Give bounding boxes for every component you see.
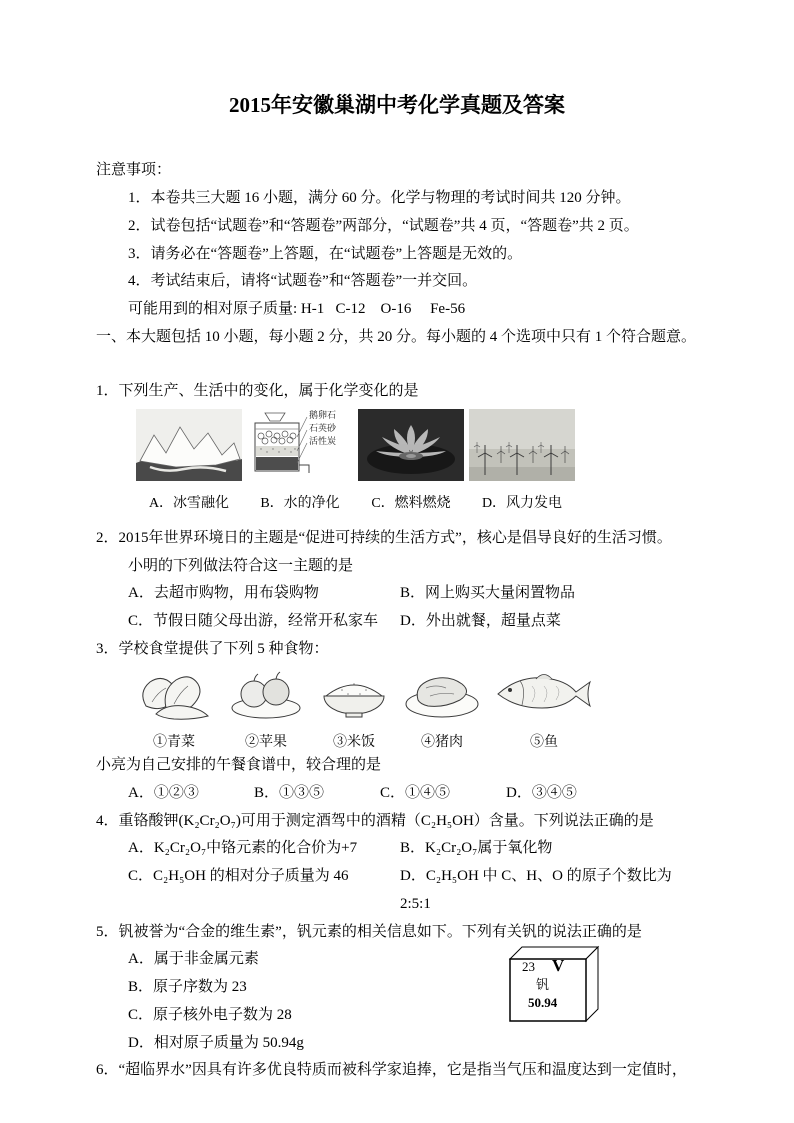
notice-item-4: 4．考试结束后，请将“试题卷”和“答题卷”一并交回。: [128, 273, 478, 290]
q3-stem-line-2: 小亮为自己安排的午餐食谱中，较合理的是: [96, 757, 382, 774]
question-4: [96, 808, 698, 919]
q3-label-apple: ②苹果: [245, 735, 287, 751]
q2-option-b: B．网上购买大量闲置物品: [400, 585, 576, 602]
q3-option-d: D．③④⑤: [506, 784, 577, 801]
atomic-mass-line: 可能用到的相对原子质量: H-1 C-12 O-16 Fe-56: [128, 301, 466, 318]
element-name: 钒: [536, 976, 550, 992]
notice-item-1: 1．本卷共三大题 16 小题，满分 60 分。化学与物理的考试时间共 120 分钟。: [128, 190, 631, 207]
q4-stem: 4．重铬酸钾(K₂Cr₂O₇)可用于测定酒驾中的酒精（C₂H₅OH）含量。下列说法正确的是: [96, 812, 654, 829]
q1-caption-b: B．水的净化: [260, 496, 340, 512]
q1-figure-a: [136, 409, 242, 513]
q5-stem: 5．钒被誉为“合金的维生素”，钒元素的相关信息如下。下列有关钒的说法正确的是: [96, 923, 642, 940]
q5-option-b: B．原子序数为 23: [128, 979, 247, 996]
q4-option-d: D．C₂H₅OH 中 C、H、O 的原子个数比为 2:5:1: [400, 868, 672, 912]
q1-caption-c: C．燃料燃烧: [371, 496, 451, 512]
q5-option-c: C．原子核外电子数为 28: [128, 1006, 292, 1023]
question-6: [96, 1057, 698, 1085]
q6-stem: 6．“超临界水”因具有许多优良特质而被科学家追捧，它是指当气压和温度达到一定值时，: [96, 1062, 687, 1079]
q1-stem: 1．下列生产、生活中的变化，属于化学变化的是: [96, 382, 419, 399]
q3-figure-vegetable: [132, 666, 216, 753]
notice-item-2: 2．试卷包括“试题卷”和“答题卷”两部分，“试题卷”共 4 页，“答题卷”共 2 页。: [128, 217, 639, 234]
filter-label-activated-carbon: 活性炭: [309, 436, 337, 447]
wind-power-image: [469, 409, 575, 492]
notice-heading: 注意事项：: [96, 162, 172, 179]
q4-option-b: B．K₂Cr₂O₇属于氧化物: [400, 840, 553, 857]
q5-option-d: D．相对原子质量为 50.94g: [128, 1034, 304, 1051]
filter-label-pebbles: 鹅卵石: [309, 410, 337, 421]
q1-figure-c: [358, 409, 464, 513]
question-5: [96, 919, 698, 1058]
question-1: [96, 378, 698, 513]
fuel-burning-image: [358, 409, 464, 492]
q3-label-rice: ③米饭: [333, 735, 375, 751]
q2-option-c: C．节假日随父母出游，经常开私家车: [128, 613, 379, 630]
page-title: 2015年安徽巢湖中考化学真题及答案: [229, 93, 565, 117]
q3-option-b: B．①③⑤: [254, 784, 325, 801]
q3-label-pork: ④猪肉: [421, 735, 463, 751]
q3-option-a: A．①②③: [128, 784, 199, 801]
q3-stem: 3．学校食堂提供了下列 5 种食物：: [96, 640, 329, 657]
q2-stem-line-1: 2．2015年世界环境日的主题是“促进可持续的生活方式”，核心是倡导良好的生活习惯。: [96, 529, 672, 546]
q3-figure-row: [132, 666, 698, 753]
question-2: [96, 525, 698, 636]
vanadium-element-box: [508, 945, 600, 1023]
filter-label-quartz-sand: 石英砂: [309, 423, 337, 434]
q1-caption-d: D．风力发电: [481, 496, 563, 512]
q1-figure-d: [469, 409, 575, 513]
notice-section: [96, 157, 698, 324]
q2-option-d: D．外出就餐，超量点菜: [400, 613, 561, 630]
q1-figure-b: [247, 409, 353, 513]
green-vegetable-image: [132, 666, 216, 732]
q1-caption-a: A．冰雪融化: [148, 496, 230, 512]
q4-option-a: A．K₂Cr₂O₇中铬元素的化合价为+7: [128, 840, 358, 857]
section-one-intro: 一、本大题包括 10 小题，每小题 2 分，共 20 分。每小题的 4 个选项中只有 1 个符合题意。: [96, 328, 697, 345]
q3-figure-rice: [316, 666, 392, 753]
ice-melting-image: [136, 409, 242, 492]
q3-figure-apple: [224, 666, 308, 753]
q2-option-a: A．去超市购物，用布袋购物: [128, 585, 319, 602]
rice-bowl-image: [316, 666, 392, 732]
q2-stem-line-2: 小明的下列做法符合这一主题的是: [128, 557, 354, 574]
q5-option-a: A．属于非金属元素: [128, 951, 259, 968]
q3-figure-fish: [492, 666, 596, 753]
q3-label-fish: ⑤鱼: [530, 735, 558, 751]
q1-figure-row: [136, 409, 698, 513]
q4-option-c: C．C₂H₅OH 的相对分子质量为 46: [128, 868, 349, 885]
element-atomic-mass: 50.94: [528, 994, 558, 1010]
q3-label-vegetable: ①青菜: [153, 735, 195, 751]
fish-image: [492, 666, 596, 732]
question-3: [96, 636, 698, 808]
q3-figure-pork: [400, 666, 484, 753]
element-symbol: V: [552, 955, 565, 975]
water-purification-image: [247, 409, 353, 492]
q3-option-c: C．①④⑤: [380, 784, 451, 801]
apple-image: [224, 666, 308, 732]
pork-image: [400, 666, 484, 732]
notice-item-3: 3．请务必在“答题卷”上答题，在“试题卷”上答题是无效的。: [128, 245, 523, 262]
element-atomic-number: 23: [522, 958, 535, 974]
